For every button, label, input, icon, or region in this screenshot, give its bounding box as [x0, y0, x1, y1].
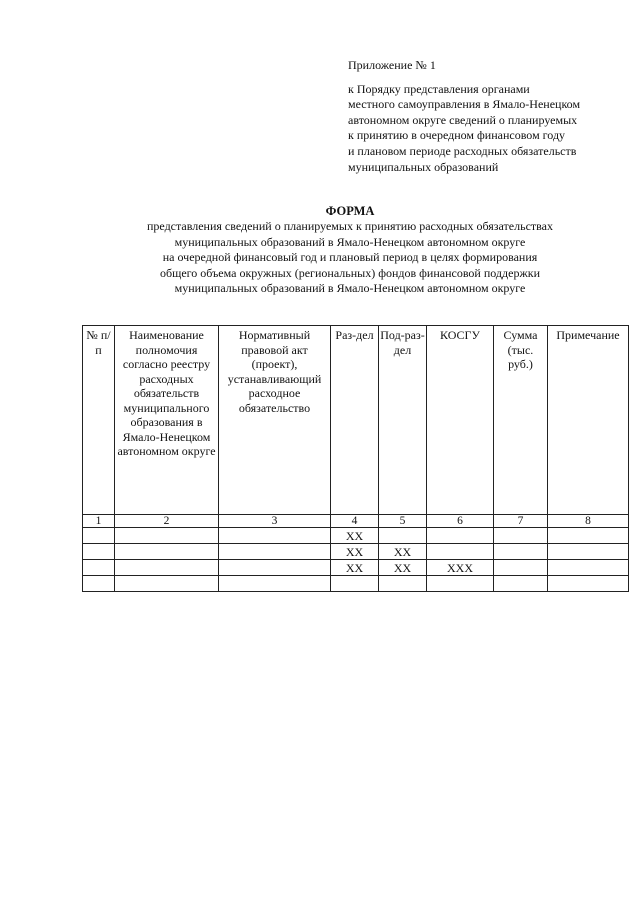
column-number: 5: [379, 515, 427, 528]
table-cell: [115, 544, 219, 560]
header-cell-subsection: Под-раз-дел: [379, 326, 427, 515]
table-cell: XX: [331, 544, 379, 560]
table-cell: [83, 560, 115, 576]
subtitle-line: общего объема окружных (региональных) фондов финансовой поддержки: [159, 265, 541, 280]
table-cell: [494, 576, 548, 592]
column-number-row: [83, 515, 629, 528]
table-cell: [548, 576, 629, 592]
table-cell: [219, 576, 331, 592]
table-cell: XX: [379, 560, 427, 576]
column-number: 6: [427, 515, 494, 528]
table-row: [83, 544, 629, 560]
appendix-line: местного самоуправления в Ямало-Ненецком: [348, 97, 581, 112]
header-cell-kosgu: КОСГУ: [427, 326, 494, 515]
table-cell: [494, 560, 548, 576]
table-cell: [83, 576, 115, 592]
subtitle-line: представления сведений о планируемых к принятию расходных обязательствах: [146, 219, 553, 233]
column-number: 8: [548, 515, 629, 528]
table-row: [83, 528, 629, 544]
table-cell: [115, 528, 219, 544]
table-cell: [494, 544, 548, 560]
appendix-line: автономном округе сведений о планируемых: [348, 112, 578, 127]
form-table: [82, 325, 629, 592]
table-cell: [427, 544, 494, 560]
table-cell: [494, 528, 548, 544]
table-row: [83, 560, 629, 576]
subtitle-line: муниципальных образований в Ямало-Ненецком автономном округе: [174, 234, 526, 249]
table-cell: XX: [331, 560, 379, 576]
column-number: 4: [331, 515, 379, 528]
appendix-line: и плановом периоде расходных обязательств: [348, 143, 577, 158]
table-cell: [115, 576, 219, 592]
column-number: 1: [83, 515, 115, 528]
table-cell: [427, 528, 494, 544]
form-subtitle: [0, 219, 640, 297]
header-row: [83, 326, 629, 515]
table-cell: [548, 560, 629, 576]
column-number: 7: [494, 515, 548, 528]
table-cell: XX: [331, 528, 379, 544]
table-cell: [379, 576, 427, 592]
table-cell: [115, 560, 219, 576]
table-cell: [83, 544, 115, 560]
header-cell-amount: Сумма (тыс. руб.): [494, 326, 548, 515]
table-cell: XXX: [427, 560, 494, 576]
subtitle-line: муниципальных образований в Ямало-Ненецком автономном округе: [174, 281, 526, 296]
header-cell-number: № п/п: [83, 326, 115, 515]
column-number: 3: [219, 515, 331, 528]
table-cell: [379, 528, 427, 544]
table-cell: [548, 528, 629, 544]
header-cell-authority: Наименование полномочия согласно реестру расходных обязательств муниципального образования в Ямало-Ненецком автономном округе: [115, 326, 219, 515]
table-cell: [331, 576, 379, 592]
table-cell: [427, 576, 494, 592]
table-cell: [219, 528, 331, 544]
appendix-title: Приложение № 1: [348, 58, 436, 72]
table-row: [83, 576, 629, 592]
form-title: ФОРМА: [325, 204, 375, 218]
table-cell: [219, 560, 331, 576]
appendix-block: [348, 58, 628, 175]
subtitle-line: на очередной финансовый год и плановый период в целях формирования: [162, 250, 538, 265]
header-cell-legal-act: Нормативный правовой акт (проект), устанавливающий расходное обязательство: [219, 326, 331, 515]
header-cell-note: Примечание: [548, 326, 629, 515]
header-cell-section: Раз-дел: [331, 326, 379, 515]
column-number: 2: [115, 515, 219, 528]
appendix-line: к Порядку представления органами: [348, 81, 530, 96]
table-cell: [83, 528, 115, 544]
appendix-line: к принятию в очередном финансовом году: [348, 128, 566, 143]
table-cell: [219, 544, 331, 560]
table-cell: [548, 544, 629, 560]
appendix-line: муниципальных образований: [348, 159, 499, 174]
table-cell: XX: [379, 544, 427, 560]
